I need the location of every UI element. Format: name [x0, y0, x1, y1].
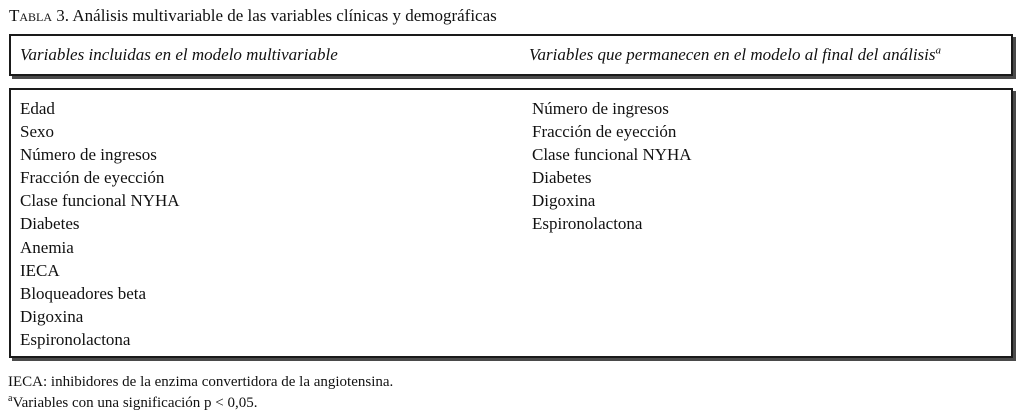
- footnote-significance: [8, 393, 393, 414]
- included-variable-item: Número de ingresos: [20, 145, 157, 165]
- included-variable-item: Anemia: [20, 237, 74, 257]
- footnote-marker: a: [8, 393, 13, 404]
- included-variable-item: Digoxina: [20, 306, 84, 326]
- remaining-variable-item: Fracción de eyección: [532, 122, 677, 142]
- remaining-variable-item: Diabetes: [532, 168, 592, 188]
- table-header: [9, 34, 1013, 76]
- remaining-variables-list: [532, 97, 692, 236]
- table-body: [9, 88, 1013, 358]
- footnote-abbreviation: IECA: inhibidores de la enzima convertidora de la angiotensina.: [8, 374, 394, 390]
- remaining-variable-item: Clase funcional NYHA: [532, 145, 692, 165]
- remaining-variable-item: Número de ingresos: [532, 99, 669, 118]
- included-variable-item: Bloqueadores beta: [20, 283, 147, 303]
- remaining-variable-item: Espironolactona: [532, 214, 643, 234]
- table-footnotes: [8, 372, 393, 414]
- included-variable-item: Fracción de eyección: [20, 168, 165, 188]
- header-included-variables: Variables incluidas en el modelo multivariable: [20, 45, 338, 64]
- included-variable-item: Diabetes: [20, 214, 80, 234]
- header-remaining-variables: [529, 45, 941, 65]
- footnote-significance-text: Variables con una significación p < 0,05.: [12, 395, 258, 411]
- included-variable-item: Espironolactona: [20, 329, 131, 349]
- header-remaining-label: Variables que permanecen en el modelo al final del análisis: [529, 45, 936, 64]
- included-variable-item: Clase funcional NYHA: [20, 191, 180, 211]
- included-variables-list: [20, 97, 180, 351]
- table-label: Tabla 3.: [9, 6, 70, 25]
- remaining-variable-item: Digoxina: [532, 191, 596, 211]
- table-caption: [9, 6, 497, 26]
- included-variable-item: Sexo: [20, 122, 54, 142]
- table-title: Análisis multivariable de las variables clínicas y demográficas: [72, 6, 497, 25]
- header-footnote-marker: a: [935, 44, 942, 57]
- included-variable-item: IECA: [20, 260, 60, 280]
- included-variable-item: Edad: [20, 99, 55, 118]
